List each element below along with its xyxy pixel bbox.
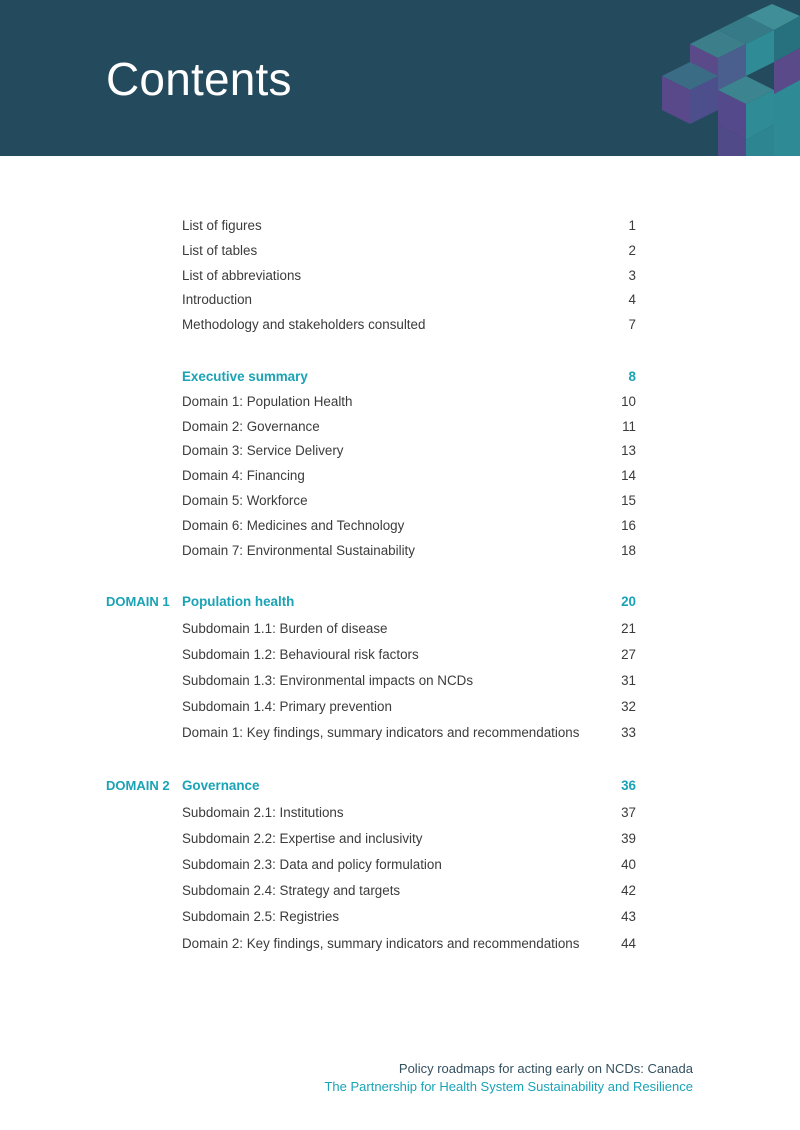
toc-item[interactable]: Methodology and stakeholders consulted 7 (182, 317, 636, 333)
page-footer (324, 1060, 693, 1096)
toc-item[interactable]: Subdomain 2.4: Strategy and targets 42 (182, 883, 636, 899)
toc-item[interactable]: Subdomain 2.1: Institutions 37 (182, 804, 636, 820)
toc-item[interactable]: Domain 4: Financing 14 (182, 468, 636, 484)
toc-item[interactable]: List of figures 1 (182, 218, 636, 233)
toc-section-executive-summary[interactable]: Executive summary 8 (182, 368, 636, 384)
toc-item[interactable]: Subdomain 2.2: Expertise and inclusivity 39 (182, 830, 636, 846)
toc-section-domain-1[interactable]: DOMAIN 1 Population health 20 (106, 592, 646, 618)
page-header (0, 0, 800, 156)
domain-tag: DOMAIN 2 (106, 778, 170, 794)
page-title: Contents (106, 53, 292, 105)
toc-item[interactable]: Subdomain 1.4: Primary prevention 32 (182, 699, 636, 715)
toc-item[interactable]: Subdomain 2.5: Registries 43 (182, 909, 636, 925)
toc-item[interactable]: Subdomain 2.3: Data and policy formulation 40 (182, 857, 636, 873)
toc-item[interactable]: Domain 6: Medicines and Technology 16 (182, 517, 636, 533)
toc-item[interactable]: Domain 3: Service Delivery 13 (182, 443, 636, 459)
toc-item[interactable]: Domain 2: Governance 11 (182, 418, 636, 434)
toc-item[interactable]: List of abbreviations 3 (182, 267, 636, 283)
toc-item[interactable]: Introduction 4 (182, 292, 636, 308)
toc-item[interactable]: Domain 1: Key findings, summary indicators and recommendations 33 (182, 725, 636, 741)
domain-tag: DOMAIN 1 (106, 594, 170, 610)
footer-report-title: Policy roadmaps for acting early on NCDs: Canada (398, 1061, 693, 1076)
cube-cluster-graphic (660, 0, 800, 156)
toc-item[interactable]: Subdomain 1.2: Behavioural risk factors 27 (182, 646, 636, 662)
toc-item[interactable]: List of tables 2 (182, 242, 636, 258)
toc-item[interactable]: Subdomain 1.1: Burden of disease 21 (182, 620, 636, 636)
table-of-contents (106, 216, 646, 960)
toc-item[interactable]: Subdomain 1.3: Environmental impacts on NCDs 31 (182, 672, 636, 688)
toc-item[interactable]: Domain 1: Population Health 10 (182, 393, 636, 409)
toc-item[interactable]: Domain 2: Key findings, summary indicators and recommendations 44 (182, 935, 636, 951)
toc-section-domain-2[interactable]: DOMAIN 2 Governance 36 (106, 776, 646, 802)
footer-organization: The Partnership for Health System Sustainability and Resilience (324, 1079, 693, 1094)
toc-item[interactable]: Domain 5: Workforce 15 (182, 492, 636, 508)
toc-item[interactable]: Domain 7: Environmental Sustainability 18 (182, 542, 636, 558)
